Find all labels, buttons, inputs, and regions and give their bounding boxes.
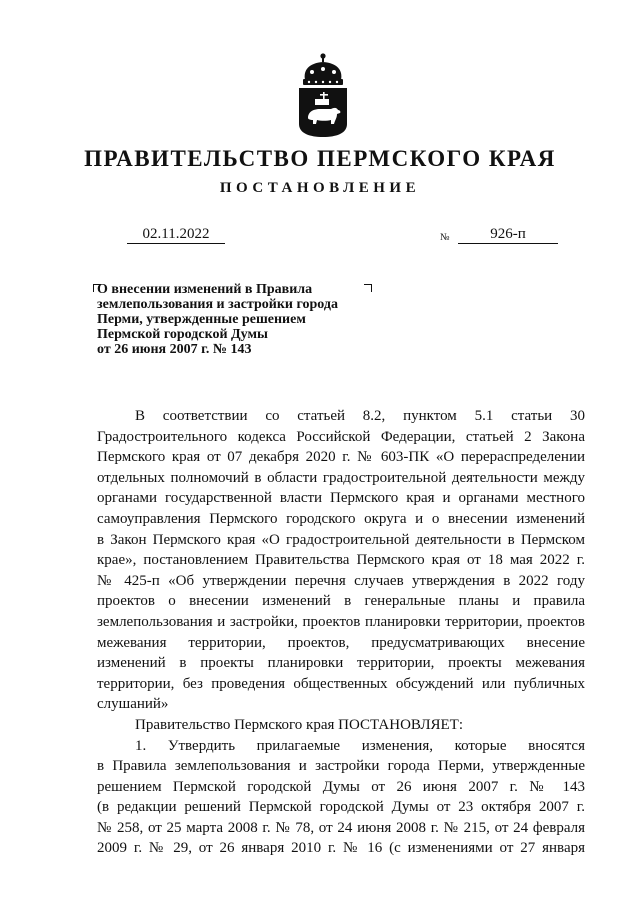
body-line: самоуправления Пермского городского округа и о внесении изменений — [97, 510, 585, 527]
body-line: органами государственной власти Пермского края и органами местного — [97, 490, 585, 507]
document-body — [97, 406, 585, 859]
document-number: 926-п — [458, 226, 558, 244]
item-line: 1. Утвердить прилагаемые изменения, которые вносятся — [135, 737, 585, 754]
body-line: № 425-п «Об утверждении перечня случаев утверждения в 2022 году — [97, 572, 585, 589]
document-subject — [97, 282, 367, 357]
number-label: № — [440, 232, 450, 243]
body-line: Градостроительного кодекса Российской Федерации, статьей 2 Закона — [97, 428, 585, 445]
body-line: крае», постановлением Правительства Пермского края от 18 мая 2022 г. — [97, 552, 585, 569]
item-line: 2009 г. № 29, от 26 января 2010 г. № 16 (с изменениями от 27 января — [97, 840, 585, 857]
government-title: ПРАВИТЕЛЬСТВО ПЕРМСКОГО КРАЯ — [84, 146, 556, 171]
subject-line: от 26 июня 2007 г. № 143 — [97, 342, 252, 357]
document-date: 02.11.2022 — [127, 226, 225, 244]
item-line: решением Пермской городской Думы от 26 июня 2007 г. № 143 — [97, 778, 585, 795]
subject-line: Пермской городской Думы — [97, 327, 268, 342]
body-line: землепользования и застройки, проектов планировки территории, проектов — [97, 613, 585, 630]
item-line: (в редакции решений Пермской городской Думы от 23 октября 2007 г. — [97, 799, 585, 816]
body-line: изменений в проекты планировки территории, проекты межевания — [97, 655, 585, 672]
subject-line: О внесении изменений в Правила — [97, 282, 313, 297]
body-line: В соответствии со статьей 8.2, пунктом 5.1 статьи 30 — [135, 408, 585, 424]
body-line: слушаний» — [97, 696, 169, 713]
body-line: проектов о внесении изменений в генеральные планы и правила — [97, 593, 585, 610]
subject-line: землепользования и застройки города — [97, 297, 338, 312]
item-line: № 258, от 25 марта 2008 г. № 78, от 24 июня 2008 г. № 215, от 24 февраля — [97, 819, 585, 836]
perm-krai-coat-of-arms-icon — [293, 52, 353, 138]
body-line: межевания территории, проектов, предусматривающих внесение — [97, 634, 585, 651]
document-type: ПОСТАНОВЛЕНИЕ — [219, 180, 421, 196]
body-line: территории, без проведения общественных обсуждений или публичных — [97, 675, 585, 692]
resolution-line: Правительство Пермского края ПОСТАНОВЛЯЕТ: — [135, 716, 464, 733]
subject-line: Перми, утвержденные решением — [97, 312, 306, 327]
body-line: Пермского края от 07 декабря 2020 г. № 603-ПК «О перераспределении — [97, 449, 585, 466]
item-line: в Правила землепользования и застройки города Перми, утвержденные — [97, 758, 585, 775]
body-line: в Закон Пермского края «О градостроительной деятельности в Пермском — [97, 531, 585, 548]
body-line: отдельных полномочий в области градостроительной деятельности между — [97, 469, 585, 486]
